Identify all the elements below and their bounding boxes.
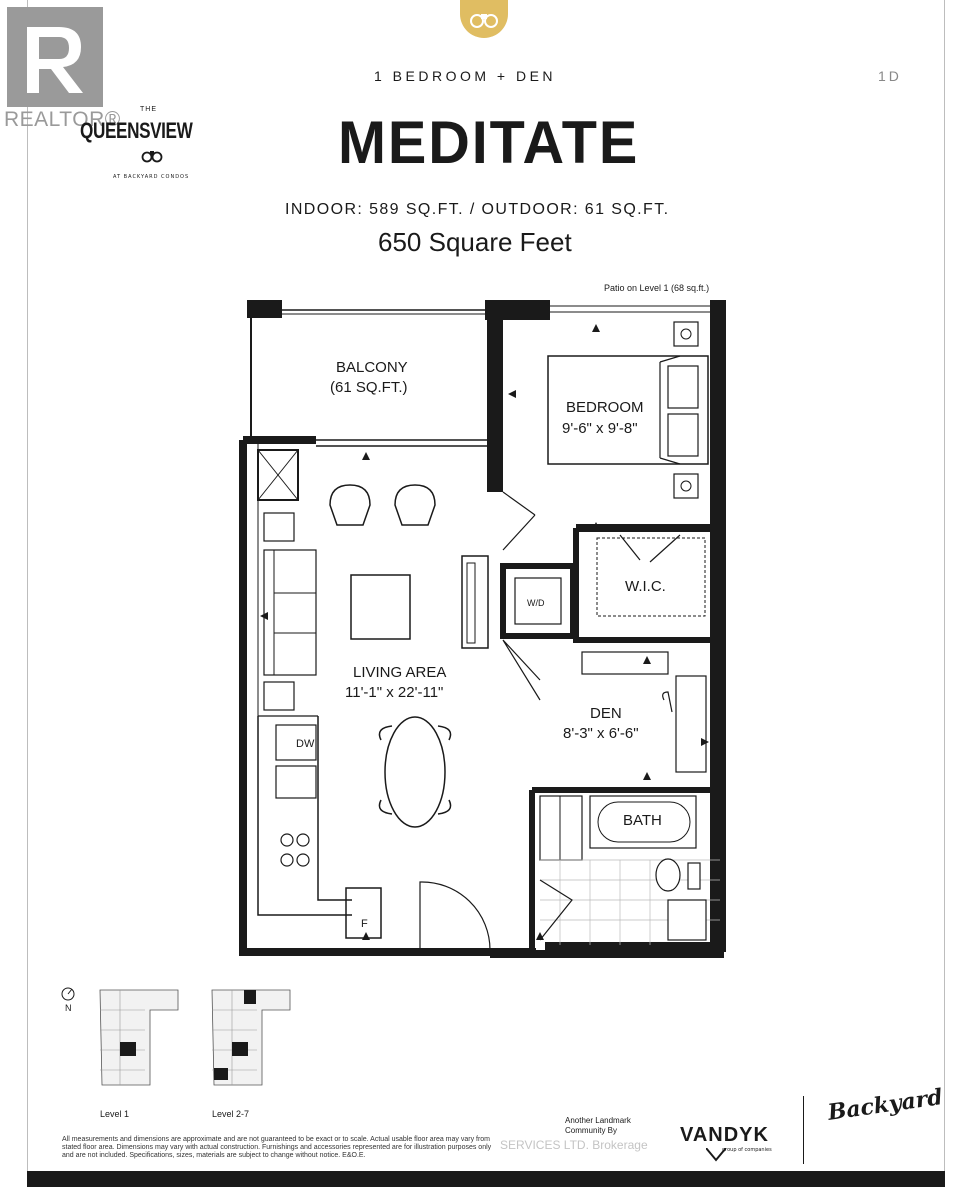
key-plan-level1 <box>100 990 178 1085</box>
footer-divider <box>803 1096 804 1164</box>
balcony-column <box>247 300 282 318</box>
area-breakdown: INDOOR: 589 SQ.FT. / OUTDOOR: 61 SQ.FT. <box>285 201 670 218</box>
fridge <box>346 888 381 938</box>
wd-label: W/D <box>527 598 545 608</box>
coffee-table <box>351 575 410 639</box>
living-label: LIVING AREA <box>353 664 447 681</box>
living-dims: 11'-1" x 22'-11" <box>345 684 444 701</box>
entry-door <box>420 882 490 950</box>
page-title: MEDITATE <box>338 109 640 176</box>
brand-subtitle: AT BACKYARD CONDOS <box>113 174 190 180</box>
wic-label: W.I.C. <box>625 578 666 595</box>
balcony-area: (61 SQ.FT.) <box>330 379 408 396</box>
armchair <box>330 485 370 525</box>
east-wall <box>710 300 726 952</box>
patio-note: Patio on Level 1 (68 sq.ft.) <box>604 283 710 293</box>
brand-prefix: THE <box>140 106 157 113</box>
den-dims: 8'-3" x 6'-6" <box>563 725 639 742</box>
vandyk-sub: group of companies <box>722 1147 772 1153</box>
disclaimer: All measurements and dimensions are approximate and are not guaranteed to be exact or to scale. Actual usable floor area may vary from stated floor area. Dimensions may vary with actual construction. Furnishings and accessories represented are for illustration purposes only and are not included. Specifications, sizes, materials are subject to change without notice. E&O.E. <box>62 1136 492 1159</box>
unit-code: 1D <box>878 68 902 84</box>
nightstand <box>674 322 698 346</box>
sofa <box>264 550 316 675</box>
level1-label: Level 1 <box>100 1109 130 1119</box>
dishwasher-label: DW <box>296 738 315 750</box>
total-area: 650 Square Feet <box>378 227 572 257</box>
north-label: N <box>65 1003 72 1013</box>
bedroom-label: BEDROOM <box>566 399 644 416</box>
nightstand <box>674 474 698 498</box>
vanity <box>668 900 706 940</box>
dining-table <box>385 717 445 827</box>
landmark-text: Another Landmark Community By <box>565 1116 631 1135</box>
bedroom-door <box>503 492 535 550</box>
unit-type: 1 BEDROOM + DEN <box>374 68 557 84</box>
sink <box>276 766 316 798</box>
cooktop <box>281 834 293 846</box>
brand-name: QUEENSVIEW <box>80 118 193 143</box>
watermark: SERVICES LTD. Brokerage <box>500 1138 648 1152</box>
den-label: DEN <box>590 705 622 722</box>
desk <box>676 676 706 772</box>
toilet <box>656 859 680 891</box>
fridge-label: F <box>361 918 368 930</box>
vandyk-chevron-icon <box>706 1148 726 1162</box>
bedroom-dims: 9'-6" x 9'-8" <box>562 420 638 437</box>
level2-label: Level 2-7 <box>212 1109 250 1119</box>
realtor-brand: REALTOR® <box>4 108 121 131</box>
bath-label: BATH <box>623 812 662 829</box>
backyard-logo: Backyard <box>826 1084 945 1126</box>
balcony-label: BALCONY <box>336 359 408 376</box>
vandyk-logo: VANDYK <box>680 1124 769 1146</box>
den-shelf <box>582 652 668 674</box>
armchair <box>395 485 435 525</box>
